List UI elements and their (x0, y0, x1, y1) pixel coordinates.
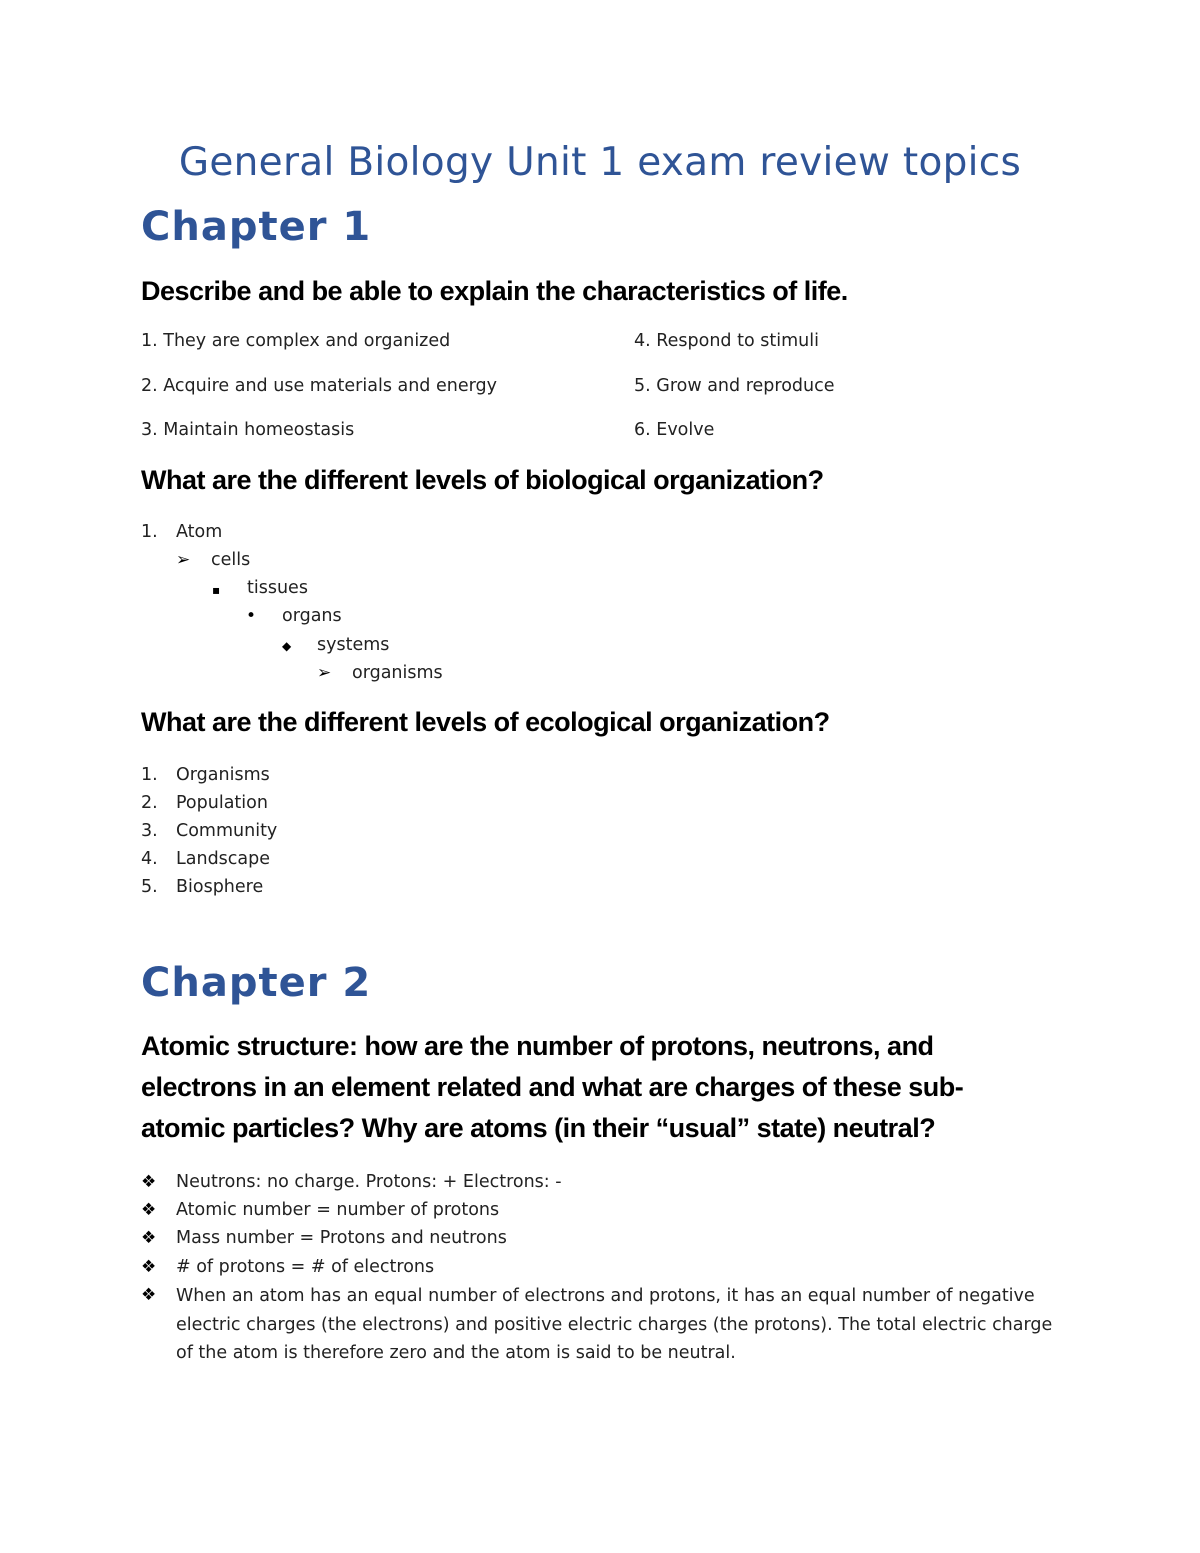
arrow-bullet-icon: ➢ (176, 550, 191, 570)
document-title: General Biology Unit 1 exam review topics (178, 140, 1022, 185)
diamond-cluster-bullet-icon: ❖ (141, 1200, 157, 1220)
eco-level-item: Biosphere (176, 877, 264, 897)
list-marker: 5. (141, 877, 158, 897)
arrow-bullet-icon: ➢ (317, 663, 332, 683)
chapter-2-heading: Chapter 2 (141, 960, 372, 1006)
characteristic-item: 6. Evolve (634, 420, 715, 440)
bio-level-item: Atom (176, 522, 223, 542)
diamond-cluster-bullet-icon: ❖ (141, 1257, 157, 1277)
question-atomic-structure-line: Atomic structure: how are the number of protons, neutrons, and (141, 1031, 934, 1061)
charge-bullet-item: Atomic number = number of protons (176, 1200, 500, 1220)
charge-bullet-item: Neutrons: no charge. Protons: + Electrons: - (176, 1172, 562, 1192)
square-bullet-icon: ▪ (212, 583, 221, 597)
chapter-1-heading: Chapter 1 (141, 204, 372, 250)
diamond-cluster-bullet-icon: ❖ (141, 1285, 157, 1305)
question-atomic-structure-line: atomic particles? Why are atoms (in their “usual” state) neutral? (141, 1113, 936, 1143)
characteristic-item: 4. Respond to stimuli (634, 331, 819, 351)
question-biological-organization: What are the different levels of biological organization? (141, 465, 824, 495)
question-characteristics: Describe and be able to explain the characteristics of life. (141, 276, 848, 306)
dot-bullet-icon: • (246, 606, 257, 626)
neutral-atom-explanation: When an atom has an equal number of electrons and protons, it has an equal number of negative electric charges (the electrons) and positive electric charges (the protons). The total electric charge of the atom is therefore zero and the atom is said to be neutral. (176, 1286, 1053, 1363)
bio-level-item: organisms (352, 663, 443, 683)
list-marker: 1. (141, 522, 158, 542)
eco-level-item: Landscape (176, 849, 271, 869)
characteristic-item: 3. Maintain homeostasis (141, 420, 355, 440)
list-marker: 1. (141, 765, 158, 785)
eco-level-item: Organisms (176, 765, 270, 785)
bio-level-item: cells (211, 550, 251, 570)
list-marker: 2. (141, 793, 158, 813)
bio-level-item: tissues (247, 578, 308, 598)
eco-level-item: Population (176, 793, 268, 813)
bio-level-item: systems (317, 635, 390, 655)
eco-level-item: Community (176, 821, 278, 841)
diamond-cluster-bullet-icon: ❖ (141, 1172, 157, 1192)
diamond-cluster-bullet-icon: ❖ (141, 1228, 157, 1248)
charge-bullet-item: # of protons = # of electrons (176, 1257, 435, 1277)
question-ecological-organization: What are the different levels of ecological organization? (141, 707, 830, 737)
charge-bullet-item: Mass number = Protons and neutrons (176, 1228, 507, 1248)
diamond-bullet-icon: ◆ (282, 639, 292, 653)
list-marker: 4. (141, 849, 158, 869)
list-marker: 3. (141, 821, 158, 841)
characteristic-item: 5. Grow and reproduce (634, 376, 835, 396)
bio-level-item: organs (282, 606, 342, 626)
question-atomic-structure-line: electrons in an element related and what are charges of these sub- (141, 1072, 964, 1102)
characteristic-item: 2. Acquire and use materials and energy (141, 376, 497, 396)
characteristic-item: 1. They are complex and organized (141, 331, 451, 351)
